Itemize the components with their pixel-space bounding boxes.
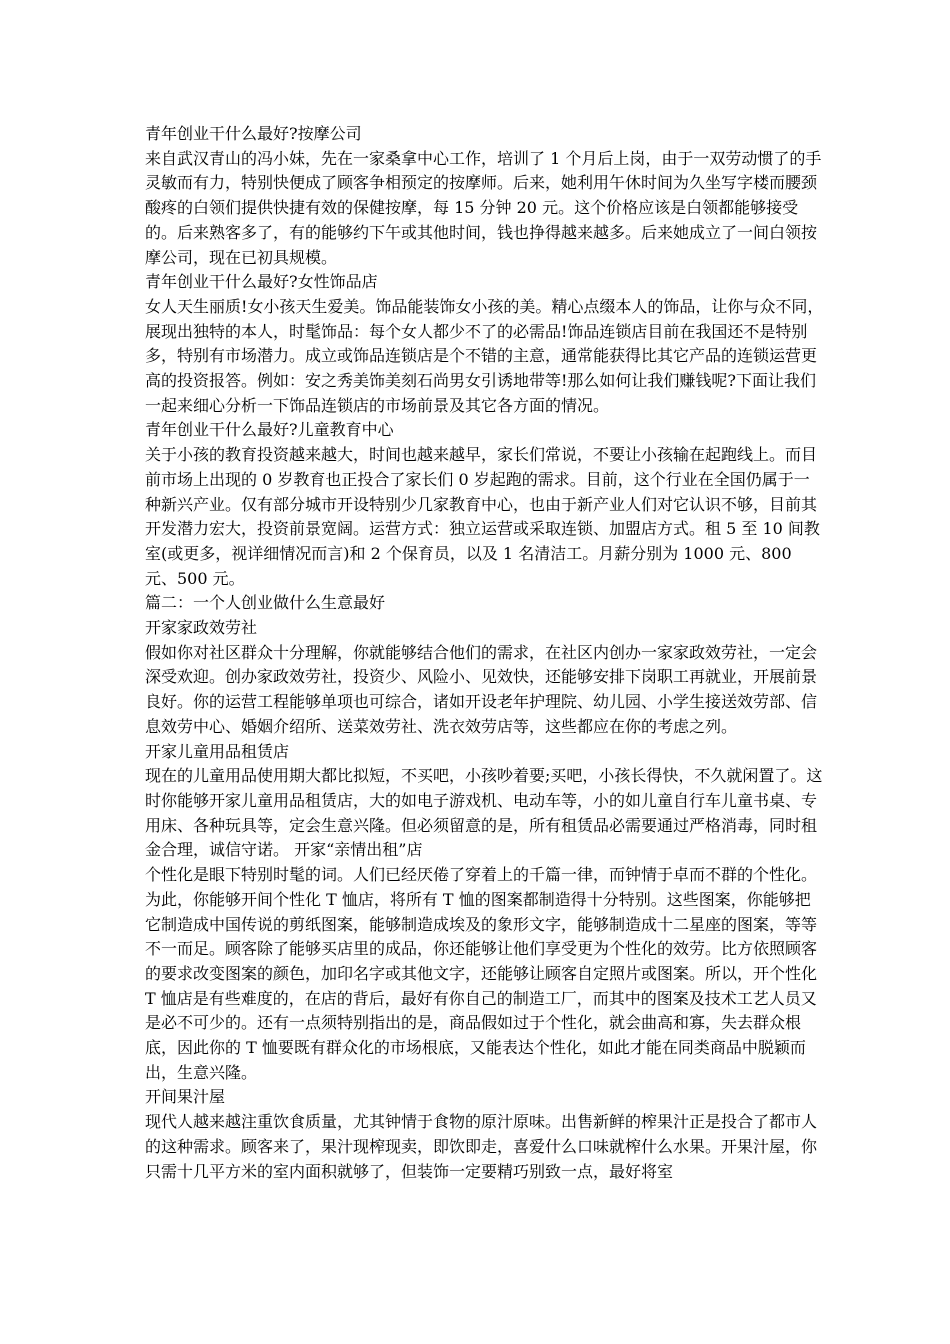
paragraph-education-center: 关于小孩的教育投资越来越大，时间也越来越早，家长们常说，不要让小孩输在起跑线上。而目前市场上出现的 0 岁教育也正投合了家长们 0 岁起跑的需求。目前，这个行业在全国仍属于一种新兴产业。仅有部分城市开设特别少几家教育中心，也由于新产业人们对它认识不够，目前其开发潜力宏大，投资前景宽阔。运营方式：独立运营或采取连锁、加盟店方式。租 5 至 10 间教室(或更多，视详细情况而言)和 2 个保育员，以及 1 名清洁工。月薪分别为 1000 元、800 元、500 元。 — [145, 445, 820, 588]
heading-housekeeping: 开家家政效劳社 — [145, 618, 258, 638]
paragraph-massage-company: 来自武汉青山的冯小妹，先在一家桑拿中心工作，培训了 1 个月后上岗，由于一双劳动惯了的手灵敏而有力，特别快便成了顾客争相预定的按摩师。后来，她利用午休时间为久坐写字楼而腰颈酸疼的白领们提供快捷有效的保健按摩，每 15 分钟 20 元。这个价格应该是白领都能够接受的。后来熟客多了，有的能够约下午或其他时间，钱也挣得越来越多。后来她成立了一间白领按摩公司，现在已初具规模。 — [145, 148, 822, 267]
document-page — [145, 122, 825, 1184]
paragraph-jewelry-store: 女人天生丽质!女小孩天生爱美。饰品能装饰女小孩的美。精心点缀本人的饰品，让你与众不同，展现出独特的本人，时髦饰品：每个女人都少不了的必需品!饰品连锁店目前在我国还不是特别多，特别有市场潜力。成立或饰品连锁店是个不错的主意，通常能获得比其它产品的连锁运营更高的投资报答。例如：安之秀美饰美刻石尚男女引诱地带等!那么如何让我们赚钱呢?下面让我们一起来细心分析一下饰品连锁店的市场前景及其它各方面的情况。 — [145, 296, 824, 415]
paragraph-housekeeping: 假如你对社区群众十分理解，你就能够结合他们的需求，在社区内创办一家家政效劳社，一定会深受欢迎。创办家政效劳社，投资少、风险小、见效快，还能够安排下岗职工再就业，开展前景良好。你的运营工程能够单项也可综合，诸如开设老年护理院、幼儿园、小学生接送效劳部、信息效劳中心、婚姻介绍所、送菜效劳社、洗衣效劳店等，这些都应在你的考虑之列。 — [145, 642, 818, 736]
heading-children-rental: 开家儿童用品租赁店 — [145, 741, 290, 761]
paragraph-children-rental: 现在的儿童用品使用期大都比拟短，不买吧，小孩吵着要;买吧，小孩长得快，不久就闲置了。这时你能够开家儿童用品租赁店，大的如电子游戏机、电动车等，小的如儿童自行车儿童书桌、专用床、各种玩具等，定会生意兴隆。但必须留意的是，所有租赁品必需要通过严格消毒，同时租金合理，诚信守诺。 开家“亲情出租”店 — [145, 766, 823, 860]
heading-massage-company: 青年创业干什么最好?按摩公司 — [145, 124, 362, 143]
heading-juice-bar: 开间果汁屋 — [145, 1087, 226, 1107]
paragraph-juice-bar: 现代人越来越注重饮食质量，尤其钟情于食物的原汁原味。出售新鲜的榨果汁正是投合了都市人的这种需求。顾客来了，果汁现榨现卖，即饮即走，喜爱什么口味就榨什么水果。开果汁屋，你只需十几平方米的室内面积就够了，但装饰一定要精巧别致一点，最好将室 — [145, 1112, 818, 1181]
heading-education-center: 青年创业干什么最好?儿童教育中心 — [145, 420, 394, 440]
paragraph-tshirt-store: 个性化是眼下特别时髦的词。人们已经厌倦了穿着上的千篇一律，而钟情于卓而不群的个性化。为此，你能够开间个性化 T 恤店，将所有 T 恤的图案都制造得十分特别。这些图案，你能够把它制造成中国传说的剪纸图案，能够制造成埃及的象形文字，能够制造成十二星座的图案，等等不一而足。顾客除了能够买店里的成品，你还能够让他们享受更为个性化的效劳。比方依照顾客的要求改变图案的颜色，加印名字或其他文字，还能够让顾客自定照片或图案。所以，开个性化 T 恤店是有些难度的，在店的背后，最好有你自己的制造工厂，而其中的图案及技术工艺人员又是必不可少的。还有一点须特别指出的是，商品假如过于个性化，就会曲高和寡，失去群众根底，因此你的 T 恤要既有群众化的市场根底，又能表达个性化，如此才能在同类商品中脱颖而出，生意兴隆。 — [145, 865, 818, 1082]
heading-jewelry-store: 青年创业干什么最好?女性饰品店 — [145, 272, 378, 292]
section-title-part-two: 篇二：一个人创业做什么生意最好 — [145, 593, 386, 613]
